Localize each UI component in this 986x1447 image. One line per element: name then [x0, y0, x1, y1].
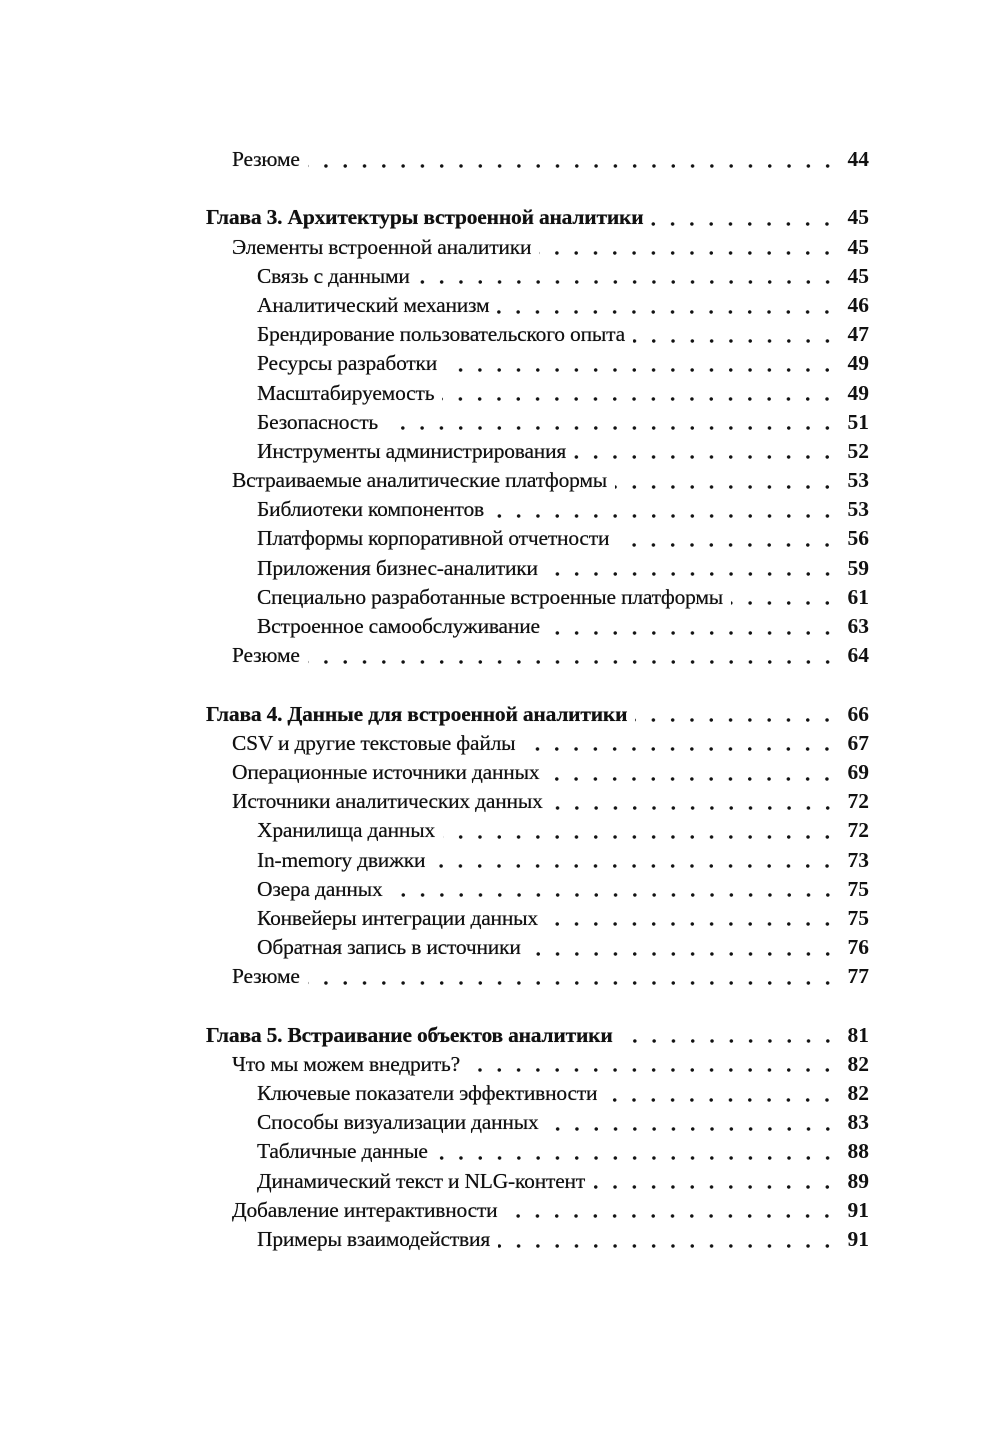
toc-entry: [206, 933, 869, 962]
toc-entry-page: 53: [847, 468, 869, 493]
toc-entry-title: Конвейеры интеграции данных: [257, 905, 538, 930]
toc-entry-title: Резюме: [232, 147, 300, 171]
toc-entry-page: 56: [847, 526, 869, 551]
toc-entry: [206, 583, 869, 612]
toc-entry-page: 64: [847, 643, 869, 668]
dot-leader: [621, 1038, 837, 1044]
toc-entry: [206, 875, 869, 904]
dot-leader: [497, 309, 837, 315]
toc-entry-title: Добавление интерактивности: [232, 1197, 498, 1222]
toc-entry: [206, 816, 869, 845]
dot-leader: [548, 630, 837, 636]
toc-entry-title: Масштабируемость: [257, 380, 435, 405]
dot-leader: [547, 776, 837, 782]
toc-entry: [206, 1050, 869, 1079]
toc-entry-page: 52: [847, 438, 869, 463]
toc-chapter: [206, 1021, 869, 1050]
toc-entry-title: Специально разработанные встроенные платформы: [257, 584, 724, 609]
toc-entry-page: 88: [847, 1139, 869, 1164]
toc-entry-title: Что мы можем внедрить?: [232, 1051, 461, 1076]
toc-entry-page: 82: [847, 1081, 869, 1105]
dot-leader: [593, 1184, 837, 1190]
dot-leader: [651, 221, 837, 227]
toc-entry-title: Глава 5. Встраивание объектов аналитики: [206, 1022, 613, 1047]
table-of-contents: [206, 145, 869, 1254]
toc-entry-title: Глава 3. Архитектуры встроенной аналитики: [206, 205, 644, 230]
toc-entry: [206, 612, 869, 641]
toc-entry-page: 49: [847, 380, 869, 405]
toc-entry: [206, 554, 869, 583]
toc-entry: [206, 1167, 869, 1196]
toc-entry: [206, 233, 869, 262]
toc-entry-title: Инструменты администрирования: [257, 438, 567, 463]
toc-entry-page: 91: [847, 1197, 869, 1222]
dot-leader: [523, 746, 837, 752]
toc-entry: [206, 320, 869, 349]
dot-leader: [546, 571, 837, 577]
dot-leader: [386, 425, 837, 431]
toc-entry-title: Хранилища данных: [257, 818, 436, 843]
toc-entry-page: 53: [847, 497, 869, 522]
toc-entry-title: Элементы встроенной аналитики: [232, 234, 532, 259]
toc-entry-page: 76: [847, 935, 869, 960]
dot-leader: [308, 163, 837, 169]
dot-leader: [433, 863, 837, 869]
toc-entry-title: Табличные данные: [257, 1139, 428, 1164]
toc-entry: [206, 1225, 869, 1254]
dot-leader: [615, 484, 837, 490]
toc-entry-title: Аналитический механизм: [257, 292, 490, 317]
toc-entry: [206, 437, 869, 466]
toc-entry-page: 89: [847, 1168, 869, 1193]
toc-entry-title: Операционные источники данных: [232, 759, 540, 784]
dot-leader: [505, 1213, 837, 1219]
toc-entry: [206, 379, 869, 408]
toc-entry: [206, 758, 869, 787]
toc-entry-title: CSV и другие текстовые файлы: [232, 730, 516, 755]
toc-entry-page: 75: [847, 905, 869, 930]
toc-entry: [206, 729, 869, 758]
toc-chapter: [206, 203, 869, 232]
dot-leader: [468, 1067, 837, 1073]
dot-leader: [574, 454, 837, 460]
toc-entry: [206, 1108, 869, 1137]
toc-entry: [206, 641, 869, 670]
dot-leader: [308, 980, 837, 986]
dot-leader: [605, 1097, 837, 1103]
toc-entry-page: 91: [847, 1226, 869, 1251]
dot-leader: [442, 396, 837, 402]
toc-entry-page: 83: [847, 1110, 869, 1135]
toc-entry-title: Резюме: [232, 964, 300, 989]
toc-entry-title: Динамический текст и NLG-контент: [257, 1168, 586, 1193]
toc-entry: [206, 349, 869, 378]
dot-leader: [308, 659, 837, 665]
toc-entry: [206, 408, 869, 437]
toc-entry-title: Ресурсы разработки: [257, 351, 438, 376]
toc-entry-page: 49: [847, 351, 869, 376]
toc-entry-page: 46: [847, 292, 869, 317]
toc-entry-title: Ключевые показатели эффективности: [257, 1081, 598, 1105]
toc-entry: [206, 1196, 869, 1225]
toc-entry: [206, 846, 869, 875]
toc-entry-page: 69: [847, 759, 869, 784]
dot-leader: [617, 542, 837, 548]
toc-entry: [206, 524, 869, 553]
toc-entry-page: 45: [847, 234, 869, 259]
dot-leader: [418, 279, 837, 285]
toc-entry: [206, 145, 869, 174]
toc-entry-page: 63: [847, 614, 869, 638]
toc-entry: [206, 787, 869, 816]
dot-leader: [539, 250, 837, 256]
toc-entry-page: 66: [847, 701, 869, 726]
toc-entry-title: Платформы корпоративной отчетности: [257, 526, 610, 551]
toc-entry-page: 67: [847, 730, 869, 755]
toc-entry: [206, 1079, 869, 1108]
toc-entry: [206, 495, 869, 524]
dot-leader: [436, 1155, 837, 1161]
toc-entry-page: 82: [847, 1051, 869, 1076]
toc-entry-page: 73: [847, 847, 869, 872]
toc-entry: [206, 291, 869, 320]
dot-leader: [498, 1243, 837, 1249]
toc-entry-page: 59: [847, 555, 869, 580]
toc-entry-title: Источники аналитических данных: [232, 789, 543, 814]
toc-entry-page: 81: [847, 1022, 869, 1047]
toc-entry-title: Обратная запись в источники: [257, 935, 521, 960]
toc-entry: [206, 1137, 869, 1166]
toc-entry-page: 44: [847, 147, 869, 171]
toc-entry-title: Брендирование пользовательского опыта: [257, 322, 625, 347]
dot-leader: [492, 513, 837, 519]
dot-leader: [391, 892, 837, 898]
toc-entry-page: 45: [847, 263, 869, 288]
dot-leader: [529, 951, 837, 957]
dot-leader: [635, 717, 837, 723]
toc-entry-page: 72: [847, 789, 869, 814]
dot-leader: [546, 921, 837, 927]
dot-leader: [547, 1126, 837, 1132]
toc-entry-title: Связь с данными: [257, 263, 410, 288]
toc-entry: [206, 262, 869, 291]
toc-entry-title: Глава 4. Данные для встроенной аналитики: [206, 701, 628, 726]
dot-leader: [445, 367, 837, 373]
toc-entry-title: Встраиваемые аналитические платформы: [232, 468, 608, 493]
dot-leader: [551, 805, 837, 811]
dot-leader: [443, 834, 837, 840]
toc-entry: [206, 904, 869, 933]
toc-entry-page: 61: [847, 584, 869, 609]
toc-entry-page: 47: [847, 322, 869, 347]
toc-entry-page: 51: [847, 409, 869, 434]
toc-entry-title: Библиотеки компонентов: [257, 497, 484, 522]
dot-leader: [731, 600, 837, 606]
toc-entry-page: 72: [847, 818, 869, 843]
toc-entry-page: 77: [847, 964, 869, 989]
toc-entry-title: Приложения бизнес-аналитики: [257, 555, 538, 580]
toc-entry-title: In-memory движки: [257, 847, 426, 872]
toc-chapter: [206, 700, 869, 729]
toc-entry-page: 75: [847, 876, 869, 901]
toc-entry-page: 45: [847, 205, 869, 230]
toc-entry-title: Встроенное самообслуживание: [257, 614, 540, 638]
toc-entry-title: Безопасность: [257, 409, 378, 434]
dot-leader: [633, 338, 837, 344]
toc-entry: [206, 466, 869, 495]
toc-entry-title: Способы визуализации данных: [257, 1110, 539, 1135]
toc-entry-title: Резюме: [232, 643, 300, 668]
toc-entry-title: Примеры взаимодействия: [257, 1226, 491, 1251]
toc-entry: [206, 962, 869, 991]
toc-entry-title: Озера данных: [257, 876, 383, 901]
